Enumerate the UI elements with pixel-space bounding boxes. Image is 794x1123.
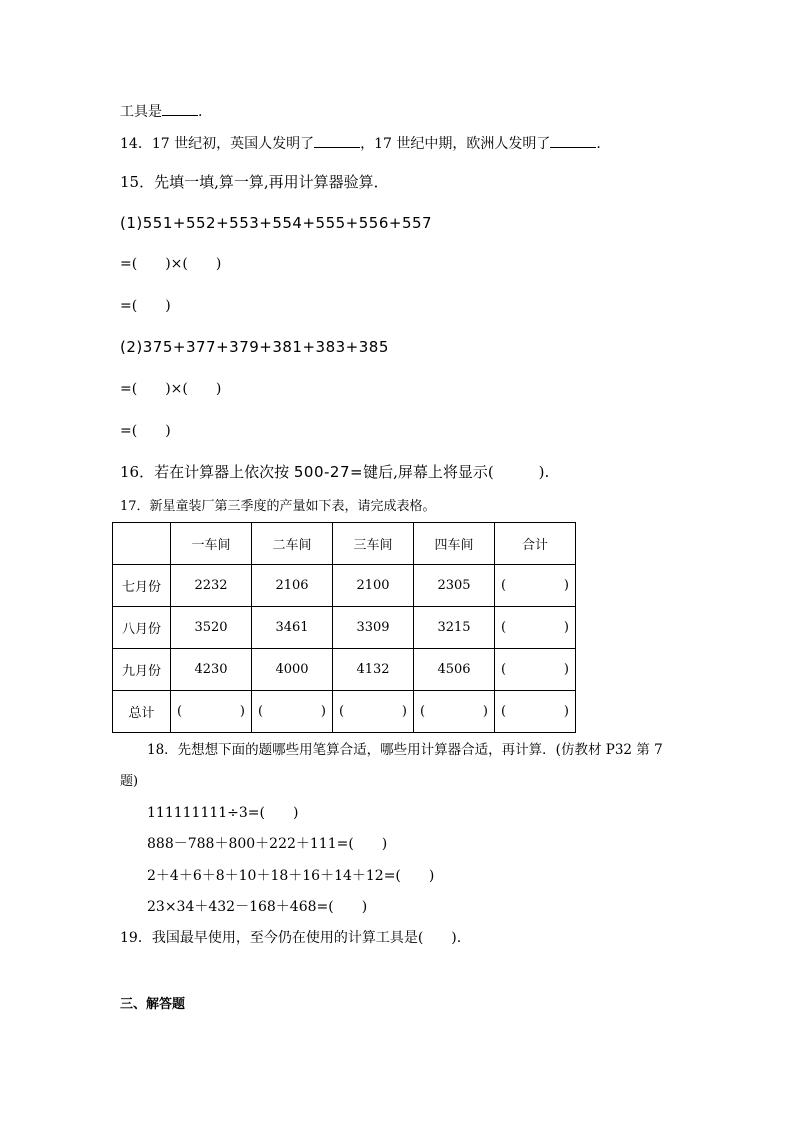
row-label: 八月份 [113, 607, 171, 649]
q14-blank-1 [314, 135, 360, 148]
table-row [113, 607, 576, 649]
q14-blank-2 [550, 135, 596, 148]
table-header-cell: 三车间 [333, 523, 414, 565]
row-label: 九月份 [113, 649, 171, 691]
table-header-cell: 四车间 [414, 523, 495, 565]
table-cell: 4230 [171, 649, 252, 691]
question-19: 19．我国最早使用，至今仍在使用的计算工具是( ). [120, 930, 462, 946]
table-cell: 3215 [414, 607, 495, 649]
answer-blank-cell[interactable]: ( ) [252, 691, 333, 733]
q15-part1: (1)551+552+553+554+555+556+557 [120, 214, 433, 232]
table-row [113, 649, 576, 691]
table-row [113, 565, 576, 607]
q18-item: 2＋4＋6＋8＋10＋18＋16＋14＋12=( ) [147, 868, 435, 884]
q13-blank [162, 103, 198, 116]
table-cell: 3520 [171, 607, 252, 649]
q15-part1-line1: =( )×( ) [120, 256, 222, 272]
table-header-cell [113, 523, 171, 565]
q18-item: 23×34＋432－168＋468=( ) [147, 899, 368, 915]
q18-item: 111111111÷3=( ) [147, 805, 299, 821]
q18-item: 888－788＋800＋222＋111=( ) [147, 836, 388, 852]
table-cell: 4000 [252, 649, 333, 691]
row-label: 七月份 [113, 565, 171, 607]
table-header-cell: 一车间 [171, 523, 252, 565]
table-cell: 4132 [333, 649, 414, 691]
answer-blank-cell[interactable]: ( ) [414, 691, 495, 733]
answer-blank-cell[interactable]: ( ) [171, 691, 252, 733]
q15-part2-line2: =( ) [120, 423, 171, 439]
table-cell: 3309 [333, 607, 414, 649]
q15-part2-line1: =( )×( ) [120, 381, 222, 397]
q13-text: 工具是 [120, 104, 162, 120]
question-18-title: 18．先想想下面的题哪些用笔算合适，哪些用计算器合适，再计算．(仿教材 P32 第 7 [147, 742, 663, 758]
section-heading: 三、解答题 [120, 997, 186, 1012]
question-17-title: 17．新星童装厂第三季度的产量如下表，请完成表格。 [120, 499, 436, 514]
table-cell: 2106 [252, 565, 333, 607]
table-header-cell: 二车间 [252, 523, 333, 565]
table-cell: 2232 [171, 565, 252, 607]
q15-part2: (2)375+377+379+381+383+385 [120, 338, 389, 356]
answer-blank-cell[interactable]: ( ) [333, 691, 414, 733]
q13-tail: 工具是 . [120, 104, 203, 120]
question-15-title: 15．先填一填,算一算,再用计算器验算． [120, 173, 389, 191]
table-header-cell: 合计 [495, 523, 576, 565]
answer-blank-cell[interactable]: ( ) [495, 691, 576, 733]
question-18-title-cont: 题) [120, 774, 139, 789]
row-label: 总计 [113, 691, 171, 733]
q15-part1-line2: =( ) [120, 298, 171, 314]
answer-blank-cell[interactable]: ( ) [495, 607, 576, 649]
table-cell: 2305 [414, 565, 495, 607]
answer-blank-cell[interactable]: ( ) [495, 649, 576, 691]
q16-expression: 500-27= [293, 463, 364, 481]
question-14: 14．17 世纪初，英国人发明了 ，17 世纪中期，欧洲人发明了 . [120, 136, 601, 152]
table-total-row [113, 691, 576, 733]
table-cell: 2100 [333, 565, 414, 607]
table-cell: 3461 [252, 607, 333, 649]
table-cell: 4506 [414, 649, 495, 691]
production-table [112, 522, 576, 733]
table-header-row [113, 523, 576, 565]
answer-blank-cell[interactable]: ( ) [495, 565, 576, 607]
question-16: 16．若在计算器上依次按 500-27=键后,屏幕上将显示( ). [120, 463, 550, 481]
